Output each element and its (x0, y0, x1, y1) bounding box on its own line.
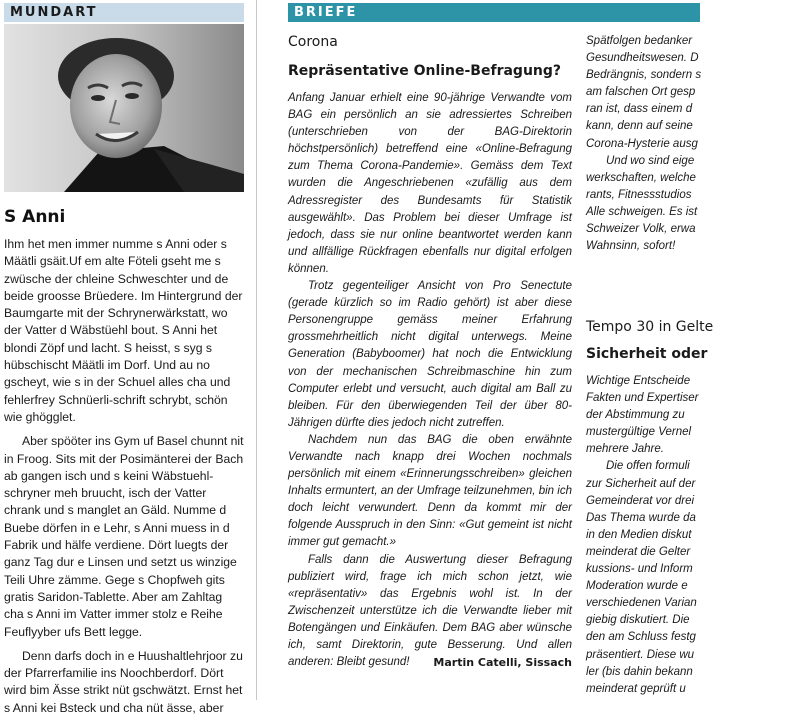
letter-topic: Corona (288, 34, 338, 50)
mundart-article-body (4, 236, 244, 724)
letter-body (288, 90, 572, 671)
mundart-paragraph: Aber spööter ins Gym uf Basel chunnt nit in Froog. Sits mit der Posimänterei der Bach ab gangen isch und s keini Wäbstuehl-schryner meh bruucht, isch der Vatter chrank und s manglet an Gäld. Numme d Buebe dörfen in e Lehr, s Anni muess in d Fabrik und hälfe verdiene. Dört luegts der ganz Tag dur e Linsen und setzt us winzige Teili Uhre zämme. Gege s Chopfweh gits gratis Saridon-Tablette. Aber am Zahltag cha s Anni im Vatter immer stolz e Reihe Feuflyyber ufs Bett legge. (4, 434, 244, 639)
letter-paragraph: Nachdem nun das BAG die oben erwähnte Verwandte nach knapp drei Wochen nochmals persönlich mit einem «Erinnerungsschreiben» gleichen Inhalts ermuntert, an der Umfrage teilzunehmen, bin ich doch leicht verwundert. Denn da kommt mir der folgende Ausspruch in den Sinn: «Gut gemeint ist nicht immer gut gemacht.» (288, 433, 572, 549)
text-line: meinderat die Gelter (586, 545, 691, 558)
cutoff-column (586, 0, 714, 700)
text-line: ran ist, dass einem d (586, 103, 693, 116)
text-line: Wichtige Entscheide (586, 375, 691, 387)
text-line: mustergültige Vernel (586, 426, 692, 439)
text-line: Und wo sind eige (606, 154, 695, 167)
author-portrait (4, 24, 244, 192)
text-line: giebig diskutiert. Die (586, 614, 690, 627)
text-line: Alle schweigen. Es ist (586, 205, 698, 218)
text-line: Schweizer Volk, erwa (586, 223, 696, 236)
text-line: Spätfolgen bedanker (586, 35, 693, 47)
text-line: Corona-Hysterie ausg (586, 137, 698, 150)
mundart-column (0, 0, 246, 715)
text-line: Fakten und Expertiser (586, 392, 699, 405)
letter-paragraph: Falls dann die Auswertung dieser Befragung publiziert wird, frage ich mich schon jetzt, wie «repräsentativ» das Ergebnis wohl ist. In der Zwischenzeit unterstütze ich die Verwandte lieber mit Botengängen und Einkäufen. Dem BAG aber wünsche ich, samt Direktorin, gute Besserung. Und allen anderen: Bleibt gesund! (288, 553, 572, 669)
text-line: meinderat geprüft u (586, 682, 686, 695)
text-line: Gemeinderat vor drei (586, 494, 695, 507)
text-line: mehrere Jahre. (586, 443, 664, 456)
text-line: Gesundheitswesen. D (586, 52, 699, 65)
briefe-section-header: BRIEFE (288, 3, 700, 22)
text-line: rants, Fitnessstudios (586, 188, 692, 201)
text-line: in den Medien diskut (586, 528, 692, 541)
letter2-headline: Sicherheit oder (586, 346, 708, 362)
mundart-section-header: MUNDART (4, 3, 244, 22)
letter2-topic: Tempo 30 in Gelte (586, 319, 714, 335)
text-line: am falschen Ort gesp (586, 86, 696, 99)
text-line: kann, denn auf seine (586, 120, 693, 133)
letter-headline: Repräsentative Online-Befragung? (288, 63, 562, 79)
letter-paragraph: Anfang Januar erhielt eine 90-jährige Verwandte vom BAG ein persönlich an sie adressiertes Schreiben (unterschrieben von der BAG-Direktorin höchstpersönlich) betreffend eine «Online-Befragung zum Thema Corona-Pandemie». Gemäss dem Text wurden die Angeschriebenen «zufällig aus dem Adressregister des Bundesamts für Statistik ausgewählt». Das Problem bei dieser Umfrage ist jedoch, dass sie nur online beantwortet werden kann und allfällige Rückfragen ebenfalls nur digital erfolgen können. (288, 92, 572, 275)
text-line: der Abstimmung zu (586, 409, 685, 422)
text-line: Das Thema wurde da (586, 511, 696, 524)
mundart-paragraph: Ihm het men immer numme s Anni oder s Määtli gsäit.Uf em alte Föteli gseht me s zwüsche der chleine Schweschter und de beide groosse Brüedere. Im Hintergrund der Baumgarte mit der Schrynerwärkstatt, wo der Vatter d Wäbstüehl bout. S Anni het blondi Zöpf und lacht. S heisst, s syg s hübschischt Määtli im Dorf. Und au no gscheyt, wie s in der Schuel alles cha und fehlerfrey Schnüerli-schrift schrybt, schön wie ghögglet. (4, 237, 243, 424)
continuation-text (586, 33, 786, 255)
letter-signature: Martin Catelli, Sissach (433, 656, 572, 669)
text-line: zur Sicherheit auf der (586, 477, 696, 490)
text-line: ler (bis dahin bekann (586, 665, 693, 678)
letter-paragraph: Trotz gegenteiliger Ansicht von Pro Senectute (gerade kürzlich so im Radio gehört) ist aber diese Personengruppe gemäss meiner Erfahrung grossmehrheitlich nicht digital unterwegs. Meine Generation (Babyboomer) hat noch die Entwicklung von der mechanischen Schreibmaschine hin zum Computer erlebt und versucht, auch digital am Ball zu bleiben. Für den überwiegenden Teil der über 80-Jährigen dürfte dies jedoch nicht zutreffen. (288, 280, 572, 429)
text-line: den am Schluss festg (586, 631, 696, 644)
text-line: Bedrängnis, sondern s (586, 69, 702, 82)
text-line: Die offen formuli (606, 460, 690, 473)
portrait-image (4, 24, 244, 192)
mundart-paragraph: Denn darfs doch in e Huushaltlehrjoor zu der Pfarrerfamilie ins Noochberdorf. Dört wird bim Ässe strikt nüt gschwätzt. Ernst het s Anni kei Bsteck und cha nüt ässe, aber (4, 648, 243, 715)
text-line: Wahnsinn, sofort! (586, 240, 676, 253)
text-line: präsentiert. Diese wu (586, 648, 695, 661)
column-divider (256, 0, 257, 700)
text-line: werkschaften, welche (586, 171, 696, 184)
letter2-body (586, 373, 786, 698)
text-line: Moderation wurde e (586, 580, 688, 593)
letter-column (288, 0, 574, 700)
text-line: kussions- und Inform (586, 563, 693, 576)
mundart-title: S Anni (4, 207, 66, 227)
text-line: verschiedenen Varian (586, 597, 697, 610)
